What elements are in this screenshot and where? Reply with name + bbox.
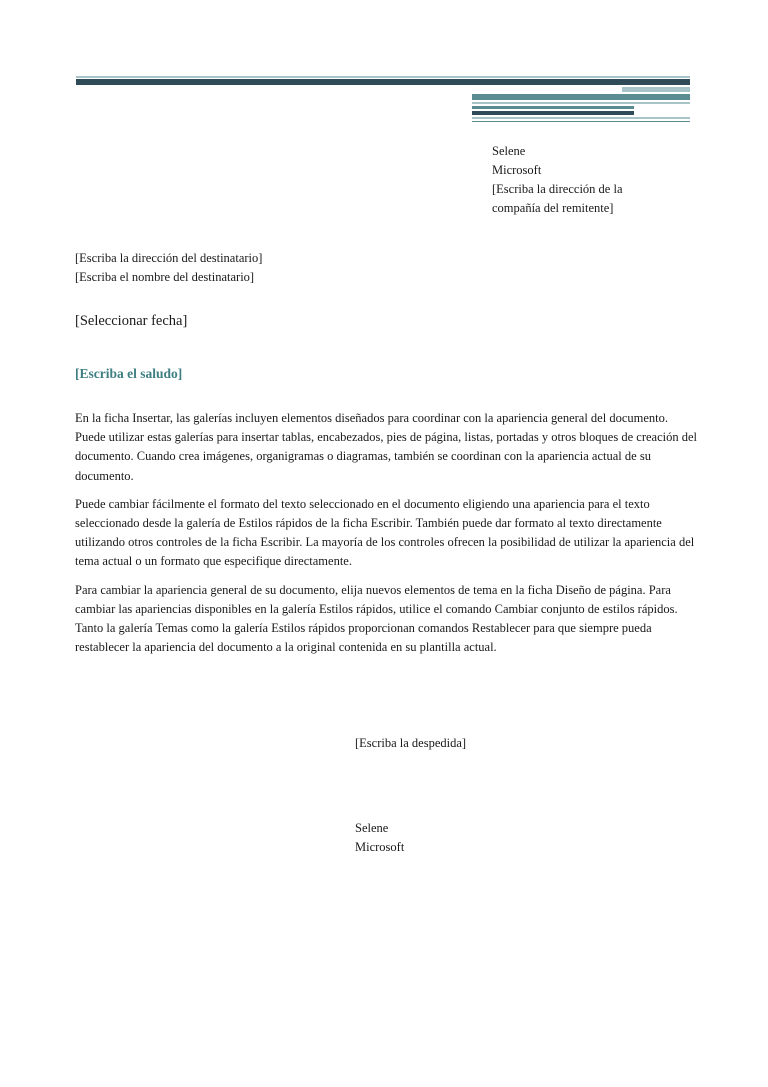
signature-name: Selene [355, 821, 389, 835]
closing: [Escriba la despedida] [355, 736, 467, 750]
header-bar-top-dark [76, 79, 690, 85]
sender-name: Selene [492, 144, 526, 158]
body-paragraph: Para cambiar la apariencia general de su documento, elija nuevos elementos de tema en la ficha Diseño de página. Para cambiar las apariencias disponibles en la galería Estilos rápidos, utilice el comando Cambiar conjunto de estilos rápidos. Tanto la galería Temas como la galería Estilos rápidos proporcionan comandos Restablecer para que siempre pueda restablecer la apariencia del documento a la original contenida en su plantilla actual. [75, 582, 678, 655]
sender-company: Microsoft [492, 163, 542, 177]
header-bar-accent-small [622, 87, 690, 92]
salutation: [Escriba el saludo] [75, 366, 183, 381]
header-bar-right-6 [472, 121, 690, 122]
header-bar-right-4 [472, 111, 634, 115]
sender-address: [Escriba la dirección de la compañía del remitente] [492, 182, 623, 215]
signature-block [355, 819, 404, 857]
signature-company: Microsoft [355, 840, 405, 854]
sender-block [492, 142, 662, 218]
header-bar-right-5 [472, 117, 690, 119]
header-bar-right-3 [472, 106, 634, 109]
recipient-block [75, 249, 262, 287]
header-bar-top-light [76, 76, 690, 78]
recipient-address: [Escriba la dirección del destinatario] [75, 251, 263, 265]
date-field: [Seleccionar fecha] [75, 313, 188, 329]
header-bar-right-2 [472, 102, 690, 104]
header-bar-right-1 [472, 94, 690, 100]
recipient-name: [Escriba el nombre del destinatario] [75, 270, 255, 284]
letter-body [75, 409, 700, 666]
body-paragraph: En la ficha Insertar, las galerías incluyen elementos diseñados para coordinar con la apariencia general del documento. Puede utilizar estas galerías para insertar tablas, encabezados, pies de página, listas, portadas y otros bloques de creación del documento. Cuando crea imágenes, organigramas o diagramas, también se coordinan con la apariencia actual de su documento. [75, 411, 697, 483]
body-paragraph: Puede cambiar fácilmente el formato del texto seleccionado en el documento eligiendo una apariencia para el texto seleccionado desde la galería de Estilos rápidos de la ficha Escribir. También puede dar formato al texto directamente utilizando otros controles de la ficha Escribir. La mayoría de los controles ofrecen la posibilidad de utilizar la apariencia del tema actual o un formato que especifique directamente. [75, 496, 695, 569]
